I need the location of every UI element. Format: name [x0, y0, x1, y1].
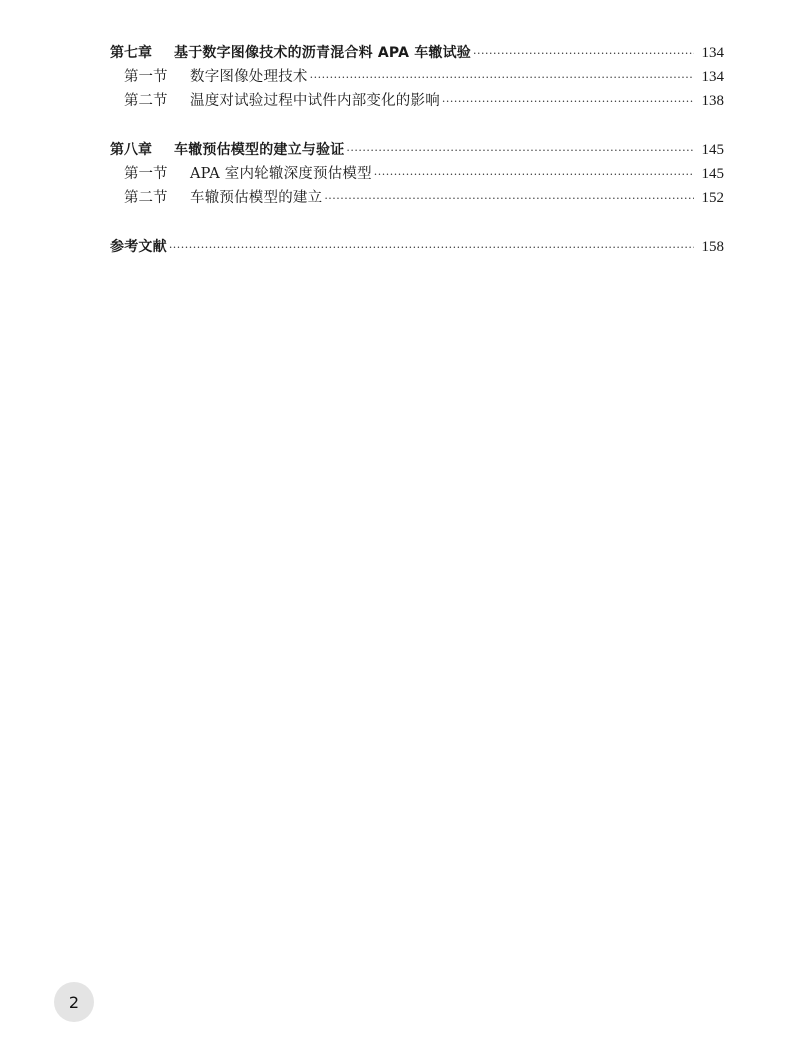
section-title: 数字图像处理技术	[190, 69, 308, 85]
toc-entry-label	[110, 235, 167, 259]
section-number: 第二节	[124, 190, 168, 206]
page-number: 152	[701, 190, 724, 206]
toc-entry-label	[124, 162, 372, 186]
toc-entry-label	[110, 138, 344, 162]
section-title: APA 室内轮辙深度预估模型	[190, 166, 372, 182]
section-number: 第二节	[124, 93, 168, 109]
toc-entry-label	[124, 65, 308, 89]
section-number: 第一节	[124, 69, 168, 85]
toc-entry-label	[124, 89, 440, 113]
toc-chapter-7[interactable]	[110, 41, 724, 65]
dot-leader	[310, 66, 694, 90]
toc-entry-label	[124, 186, 322, 210]
toc-section-8-2[interactable]	[110, 186, 724, 210]
section-title: 温度对试验过程中试件内部变化的影响	[190, 93, 440, 109]
chapter-number: 第八章	[110, 142, 152, 158]
section-title: 车辙预估模型的建立	[190, 190, 323, 206]
toc-section-8-1[interactable]	[110, 162, 724, 186]
page-number: 158	[701, 239, 724, 255]
page-number: 134	[701, 69, 724, 85]
dot-leader	[473, 42, 694, 66]
dot-leader	[346, 139, 694, 163]
chapter-title: 车辙预估模型的建立与验证	[174, 142, 345, 158]
references-title: 参考文献	[110, 239, 167, 255]
page-number: 134	[701, 45, 724, 61]
dot-leader	[324, 187, 694, 211]
spacer	[110, 210, 724, 235]
dot-leader	[374, 163, 694, 187]
toc-entry-label	[110, 41, 471, 65]
page-number: 145	[701, 166, 724, 182]
chapter-number: 第七章	[110, 45, 152, 61]
page-number: 145	[701, 142, 724, 158]
spacer	[110, 113, 724, 138]
chapter-title: 基于数字图像技术的沥青混合料 APA 车辙试验	[174, 45, 471, 61]
table-of-contents	[110, 41, 724, 259]
section-number: 第一节	[124, 166, 168, 182]
toc-section-7-2[interactable]	[110, 89, 724, 113]
dot-leader	[442, 90, 694, 114]
page-number-badge	[54, 982, 94, 1022]
dot-leader	[169, 236, 694, 260]
page-number: 138	[701, 93, 724, 109]
toc-references[interactable]	[110, 235, 724, 259]
toc-section-7-1[interactable]	[110, 65, 724, 89]
toc-chapter-8[interactable]	[110, 138, 724, 162]
footer-page-number: 2	[68, 992, 80, 1012]
